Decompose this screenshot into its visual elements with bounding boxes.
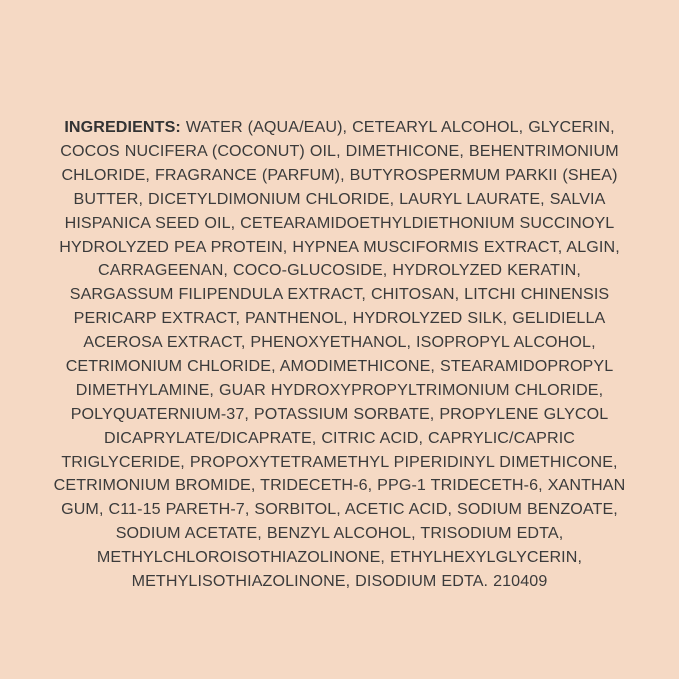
ingredients-paragraph — [52, 116, 627, 594]
ingredients-list-text: WATER (AQUA/EAU), CETEARYL ALCOHOL, GLYCERIN, COCOS NUCIFERA (COCONUT) OIL, DIMETHICONE, BEHENTRIMONIUM CHLORIDE, FRAGRANCE (PARFUM), BUTYROSPERMUM PARKII (SHEA) BUTTER, DICETYLDIMONIUM CHLORIDE, LAURYL LAURATE, SALVIA HISPANICA SEED OIL, CETEARAMIDOETHYLDIETHONIUM SUCCINOYL HYDROLYZED PEA PROTEIN, HYPNEA MUSCIFORMIS EXTRACT, ALGIN, CARRAGEENAN, COCO-GLUCOSIDE, HYDROLYZED KERATIN, SARGASSUM FILIPENDULA EXTRACT, CHITOSAN, LITCHI CHINENSIS PERICARP EXTRACT, PANTHENOL, HYDROLYZED SILK, GELIDIELLA ACEROSA EXTRACT, PHENOXYETHANOL, ISOPROPYL ALCOHOL, CETRIMONIUM CHLORIDE, AMODIMETHICONE, STEARAMIDOPROPYL DIMETHYLAMINE, GUAR HYDROXYPROPYLTRIMONIUM CHLORIDE, POLYQUATERNIUM-37, POTASSIUM SORBATE, PROPYLENE GLYCOL DICAPRYLATE/DICAPRATE, CITRIC ACID, CAPRYLIC/CAPRIC TRIGLYCERIDE, PROPOXYTETRAMETHYL PIPERIDINYL DIMETHICONE, CETRIMONIUM BROMIDE, TRIDECETH-6, PPG-1 TRIDECETH-6, XANTHAN GUM, C11-15 PARETH-7, SORBITOL, ACETIC ACID, SODIUM BENZOATE, SODIUM ACETATE, BENZYL ALCOHOL, TRISODIUM EDTA, METHYLCHLOROISOTHIAZOLINONE, ETHYLHEXYLGLYCERIN, METHYLISOTHIAZOLINONE, DISODIUM EDTA. 210409 — [53, 118, 626, 591]
ingredients-heading: INGREDIENTS: — [64, 118, 181, 137]
